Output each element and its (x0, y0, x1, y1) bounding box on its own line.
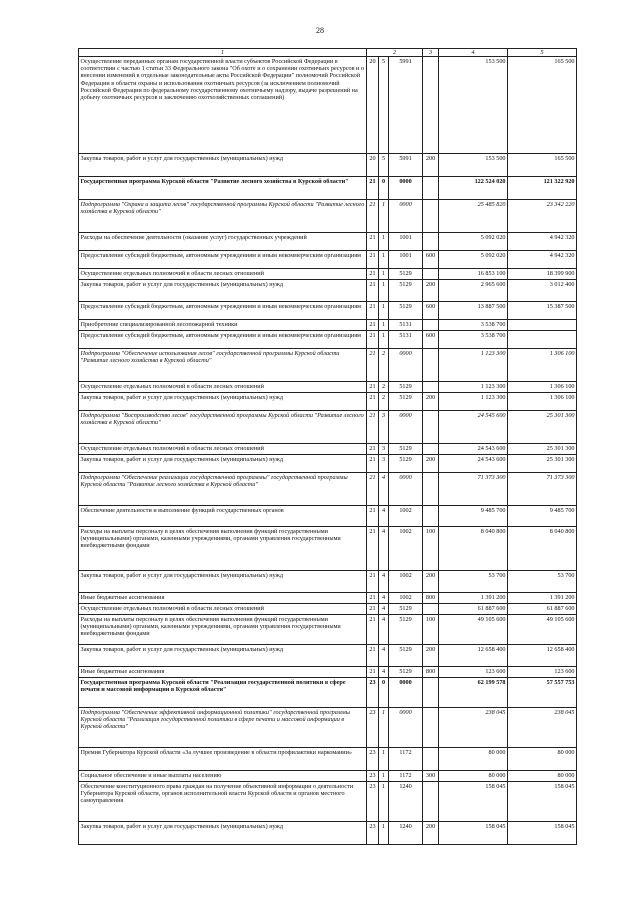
amount-year2: 1 391 200 (508, 593, 577, 604)
subprogram-code: 4 (379, 527, 389, 571)
subprogram-code: 1 (379, 280, 389, 302)
direction-code: 0000 (389, 349, 423, 382)
amount-year1: 80 000 (439, 748, 508, 771)
program-code: 21 (367, 349, 379, 382)
table-row (79, 771, 577, 782)
program-code: 23 (367, 782, 379, 822)
expense-type: 600 (423, 251, 439, 269)
direction-code: 5129 (389, 667, 423, 678)
row-name: Закупка товаров, работ и услуг для государственных (муниципальных) нужд (79, 280, 367, 302)
row-name: Осуществление отдельных полномочий в области лесных отношений (79, 269, 367, 280)
expense-type: 100 (423, 527, 439, 571)
subprogram-code: 4 (379, 473, 389, 506)
row-name: Подпрограмма "Обеспечение эффективной информационной политики" государственной программы Курской области "Реализация государственной политики в сфере печати и массовой информации в Курской области" (79, 708, 367, 748)
direction-code: 5129 (389, 280, 423, 302)
table-row (79, 154, 577, 177)
expense-type: 200 (423, 455, 439, 473)
amount-year2: 15 387 500 (508, 302, 577, 320)
direction-code: 1002 (389, 527, 423, 571)
amount-year2: 71 373 300 (508, 473, 577, 506)
direction-code: 5129 (389, 393, 423, 411)
amount-year1: 24 545 600 (439, 411, 508, 444)
program-code: 21 (367, 331, 379, 349)
table-row (79, 527, 577, 571)
table-row (79, 57, 577, 154)
page-number: 28 (316, 26, 324, 35)
row-name: Подпрограмма "Обеспечение реализации государственной программы" государственной программы Курской области "Развитие лесного хозяйства в Курской области" (79, 473, 367, 506)
direction-code: 1002 (389, 506, 423, 527)
row-name: Осуществление переданных органам государственной власти субъектов Российской Федерации в соответствии с частью 1 статьи 33 Федерального закона "Об охоте и о сохранении охотничьих ресурсов и о внесении изменений в отдельные законодательные акты Российской Федерации" полномочий Российской Федерации в области охраны и использования охотничьих ресурсов (за исключением полномочий Российской Федерации по федеральному государственному охотничьему надзору, выдаче разрешений на добычу охотничьих ресурсов и заключению охотхозяйственных соглашений) (79, 57, 367, 154)
amount-year1: 153 500 (439, 154, 508, 177)
program-code: 21 (367, 571, 379, 593)
subprogram-code: 1 (379, 233, 389, 251)
amount-year2: 18 399 900 (508, 269, 577, 280)
table-row (79, 233, 577, 251)
table-row (79, 782, 577, 822)
row-name: Закупка товаров, работ и услуг для государственных (муниципальных) нужд (79, 154, 367, 177)
expense-type: 200 (423, 571, 439, 593)
row-name: Предоставление субсидий бюджетным, автономным учреждениям и иным некоммерческим организациям (79, 251, 367, 269)
table-row (79, 571, 577, 593)
direction-code: 5129 (389, 269, 423, 280)
expense-type (423, 269, 439, 280)
amount-year1: 61 887 600 (439, 604, 508, 615)
subprogram-row (79, 708, 577, 748)
amount-year1: 2 965 600 (439, 280, 508, 302)
direction-code: 5129 (389, 455, 423, 473)
amount-year2: 49 105 600 (508, 615, 577, 645)
subprogram-row (79, 349, 577, 382)
direction-code: 1002 (389, 571, 423, 593)
program-code: 21 (367, 233, 379, 251)
subprogram-code: 4 (379, 604, 389, 615)
subprogram-code: 1 (379, 320, 389, 331)
subprogram-code: 1 (379, 269, 389, 280)
amount-year2: 12 658 400 (508, 645, 577, 667)
direction-code: 0000 (389, 200, 423, 233)
direction-code: 5129 (389, 444, 423, 455)
expense-type: 200 (423, 280, 439, 302)
row-name: Закупка товаров, работ и услуг для государственных (муниципальных) нужд (79, 455, 367, 473)
program-code: 21 (367, 593, 379, 604)
subprogram-row (79, 411, 577, 444)
row-name: Предоставление субсидий бюджетным, автономным учреждениям и иным некоммерческим организациям (79, 331, 367, 349)
program-code: 20 (367, 154, 379, 177)
amount-year2: 57 557 753 (508, 678, 577, 708)
table-row (79, 593, 577, 604)
program-code: 21 (367, 444, 379, 455)
row-name: Обеспечение деятельности и выполнение функций государственных органов (79, 506, 367, 527)
row-name: Осуществление отдельных полномочий в области лесных отношений (79, 444, 367, 455)
row-name: Предоставление субсидий бюджетным, автономным учреждениям и иным некоммерческим организациям (79, 302, 367, 320)
table-row (79, 393, 577, 411)
subprogram-code: 4 (379, 645, 389, 667)
subprogram-code: 1 (379, 708, 389, 748)
table-row (79, 615, 577, 645)
program-code: 23 (367, 708, 379, 748)
column-numbers-row (79, 49, 577, 57)
row-name: Иные бюджетные ассигнования (79, 667, 367, 678)
amount-year2 (508, 320, 577, 331)
subprogram-code: 1 (379, 782, 389, 822)
expense-type (423, 349, 439, 382)
expense-type (423, 320, 439, 331)
expense-type: 800 (423, 593, 439, 604)
row-name: Расходы на обеспечение деятельности (оказание услуг) государственных учреждений (79, 233, 367, 251)
amount-year1: 16 853 100 (439, 269, 508, 280)
subprogram-code: 4 (379, 667, 389, 678)
direction-code: 0000 (389, 177, 423, 200)
amount-year1: 122 524 020 (439, 177, 508, 200)
table-row (79, 302, 577, 320)
subprogram-code: 1 (379, 302, 389, 320)
amount-year2: 9 485 700 (508, 506, 577, 527)
row-name: Осуществление отдельных полномочий в области лесных отношений (79, 382, 367, 393)
subprogram-row (79, 200, 577, 233)
direction-code: 0000 (389, 678, 423, 708)
subprogram-code: 0 (379, 678, 389, 708)
expense-type (423, 678, 439, 708)
expense-type: 200 (423, 645, 439, 667)
table-row (79, 444, 577, 455)
subprogram-code: 4 (379, 506, 389, 527)
amount-year1: 123 600 (439, 667, 508, 678)
expense-type (423, 382, 439, 393)
amount-year2: 25 301 300 (508, 455, 577, 473)
amount-year1: 24 543 600 (439, 455, 508, 473)
program-code: 21 (367, 473, 379, 506)
program-code: 21 (367, 527, 379, 571)
table-row (79, 269, 577, 280)
table-row (79, 455, 577, 473)
expense-type: 200 (423, 822, 439, 845)
direction-code: 0000 (389, 411, 423, 444)
expense-type (423, 57, 439, 154)
amount-year2: 25 301 300 (508, 411, 577, 444)
program-row (79, 177, 577, 200)
amount-year2: 4 942 320 (508, 233, 577, 251)
expense-type: 100 (423, 615, 439, 645)
table-row (79, 320, 577, 331)
row-name: Социальное обеспечение и иные выплаты населению (79, 771, 367, 782)
program-code: 21 (367, 506, 379, 527)
direction-code: 0000 (389, 473, 423, 506)
amount-year2: 80 000 (508, 748, 577, 771)
direction-code: 0000 (389, 708, 423, 748)
amount-year2: 80 000 (508, 771, 577, 782)
direction-code: 5131 (389, 331, 423, 349)
amount-year1: 1 123 300 (439, 393, 508, 411)
amount-year2: 1 306 100 (508, 349, 577, 382)
subprogram-code: 4 (379, 571, 389, 593)
row-name: Расходы на выплаты персоналу в целях обеспечения выполнения функций государственными (муниципальными) органами, казенными учреждениями, органами управления государственными внебюджетными фондами (79, 527, 367, 571)
row-name: Подпрограмма "Воспроизводство лесов" государственной программы Курской области "Развитие лесного хозяйства в Курской области" (79, 411, 367, 444)
row-name: Приобретение специализированной лесопожарной техники (79, 320, 367, 331)
amount-year1: 1 123 300 (439, 349, 508, 382)
amount-year2: 158 045 (508, 822, 577, 845)
subprogram-code: 1 (379, 331, 389, 349)
program-code: 23 (367, 771, 379, 782)
direction-code: 5991 (389, 154, 423, 177)
column-number-name: 1 (79, 49, 367, 57)
amount-year1: 25 485 820 (439, 200, 508, 233)
amount-year2: 165 500 (508, 57, 577, 154)
expense-type (423, 200, 439, 233)
subprogram-code: 5 (379, 154, 389, 177)
program-code: 21 (367, 667, 379, 678)
amount-year1: 5 092 020 (439, 233, 508, 251)
subprogram-code: 4 (379, 593, 389, 604)
amount-year1: 53 700 (439, 571, 508, 593)
amount-year1: 8 040 800 (439, 527, 508, 571)
direction-code: 5129 (389, 382, 423, 393)
amount-year1: 9 485 700 (439, 506, 508, 527)
subprogram-code: 2 (379, 393, 389, 411)
table-row (79, 604, 577, 615)
program-code: 21 (367, 320, 379, 331)
amount-year2: 53 700 (508, 571, 577, 593)
amount-year1: 1 123 300 (439, 382, 508, 393)
column-number-year1: 4 (439, 49, 508, 57)
subprogram-code: 1 (379, 822, 389, 845)
expense-type: 600 (423, 331, 439, 349)
amount-year1: 13 887 500 (439, 302, 508, 320)
subprogram-row (79, 473, 577, 506)
expense-type (423, 708, 439, 748)
table-row (79, 667, 577, 678)
row-name: Закупка товаров, работ и услуг для государственных (муниципальных) нужд (79, 393, 367, 411)
row-name: Подпрограмма "Охрана и защита лесов" государственной программы Курской области "Развитие лесного хозяйства в Курской области" (79, 200, 367, 233)
amount-year2: 61 887 600 (508, 604, 577, 615)
amount-year1: 3 538 700 (439, 320, 508, 331)
row-name: Обеспечение конституционного права граждан на получение объективной информации о деятельности Губернатора Курской области, органов исполнительной власти Курской области и органов местного самоуправления (79, 782, 367, 822)
program-code: 21 (367, 269, 379, 280)
amount-year1: 153 500 (439, 57, 508, 154)
table-row (79, 280, 577, 302)
table-row (79, 331, 577, 349)
subprogram-code: 2 (379, 382, 389, 393)
row-name: Расходы на выплаты персоналу в целях обеспечения выполнения функций государственными (муниципальными) органами, казенными учреждениями, органами управления государственными внебюджетными фондами (79, 615, 367, 645)
amount-year1: 49 105 600 (439, 615, 508, 645)
subprogram-code: 1 (379, 251, 389, 269)
amount-year2: 25 301 300 (508, 444, 577, 455)
subprogram-code: 4 (379, 615, 389, 645)
direction-code: 5129 (389, 604, 423, 615)
subprogram-code: 3 (379, 444, 389, 455)
program-code: 21 (367, 382, 379, 393)
subprogram-code: 1 (379, 200, 389, 233)
amount-year1: 158 045 (439, 822, 508, 845)
direction-code: 5131 (389, 320, 423, 331)
column-number-code: 2 (367, 49, 423, 57)
column-number-expense-type: 3 (423, 49, 439, 57)
direction-code: 1172 (389, 748, 423, 771)
row-name: Осуществление отдельных полномочий в области лесных отношений (79, 604, 367, 615)
row-name: Подпрограмма "Обеспечение использования лесов" государственной программы Курской области "Развитие лесного хозяйства в Курской области" (79, 349, 367, 382)
row-name: Закупка товаров, работ и услуг для государственных (муниципальных) нужд (79, 571, 367, 593)
amount-year2: 165 500 (508, 154, 577, 177)
program-code: 21 (367, 280, 379, 302)
program-code: 21 (367, 177, 379, 200)
amount-year2: 123 600 (508, 667, 577, 678)
amount-year1: 80 000 (439, 771, 508, 782)
amount-year2: 1 306 100 (508, 382, 577, 393)
direction-code: 5129 (389, 615, 423, 645)
row-name: Премия Губернатора Курской области «За лучшее произведение в области профилактики наркомании» (79, 748, 367, 771)
expense-type (423, 506, 439, 527)
table-row (79, 822, 577, 845)
expense-type: 200 (423, 154, 439, 177)
direction-code: 5129 (389, 302, 423, 320)
table-row (79, 645, 577, 667)
direction-code: 1172 (389, 771, 423, 782)
row-name: Государственная программа Курской области "Развитие лесного хозяйства в Курской области" (79, 177, 367, 200)
amount-year2: 158 045 (508, 782, 577, 822)
table-row (79, 748, 577, 771)
amount-year2: 23 342 220 (508, 200, 577, 233)
direction-code: 5129 (389, 645, 423, 667)
program-code: 21 (367, 200, 379, 233)
subprogram-code: 1 (379, 748, 389, 771)
program-code: 21 (367, 251, 379, 269)
subprogram-code: 3 (379, 411, 389, 444)
table-row (79, 251, 577, 269)
program-code: 21 (367, 393, 379, 411)
amount-year1: 3 538 700 (439, 331, 508, 349)
expense-type (423, 782, 439, 822)
expense-type (423, 473, 439, 506)
amount-year1: 62 199 578 (439, 678, 508, 708)
direction-code: 5991 (389, 57, 423, 154)
amount-year1: 71 373 300 (439, 473, 508, 506)
expense-type (423, 177, 439, 200)
amount-year2: 3 012 400 (508, 280, 577, 302)
table-row (79, 506, 577, 527)
expense-type (423, 444, 439, 455)
direction-code: 1001 (389, 251, 423, 269)
subprogram-code: 2 (379, 349, 389, 382)
amount-year1: 12 658 400 (439, 645, 508, 667)
amount-year2: 238 045 (508, 708, 577, 748)
program-row (79, 678, 577, 708)
amount-year1: 238 045 (439, 708, 508, 748)
row-name: Государственная программа Курской области "Реализация государственной политики в сфере печати и массовой информации в Курской области" (79, 678, 367, 708)
expense-type (423, 411, 439, 444)
expense-type: 600 (423, 302, 439, 320)
amount-year2: 8 040 800 (508, 527, 577, 571)
amount-year1: 1 391 200 (439, 593, 508, 604)
column-number-year2: 5 (508, 49, 577, 57)
expense-type: 800 (423, 667, 439, 678)
expense-type (423, 748, 439, 771)
program-code: 21 (367, 645, 379, 667)
program-code: 21 (367, 615, 379, 645)
expense-type: 200 (423, 393, 439, 411)
direction-code: 1240 (389, 822, 423, 845)
program-code: 23 (367, 822, 379, 845)
subprogram-code: 3 (379, 455, 389, 473)
program-code: 20 (367, 57, 379, 154)
direction-code: 1001 (389, 233, 423, 251)
subprogram-code: 1 (379, 771, 389, 782)
row-name: Закупка товаров, работ и услуг для государственных (муниципальных) нужд (79, 645, 367, 667)
row-name: Иные бюджетные ассигнования (79, 593, 367, 604)
amount-year2: 1 306 100 (508, 393, 577, 411)
direction-code: 1240 (389, 782, 423, 822)
direction-code: 1002 (389, 593, 423, 604)
amount-year1: 158 045 (439, 782, 508, 822)
subprogram-code: 5 (379, 57, 389, 154)
amount-year2: 4 942 320 (508, 251, 577, 269)
program-code: 23 (367, 678, 379, 708)
expense-type (423, 604, 439, 615)
budget-table (78, 48, 577, 845)
program-code: 21 (367, 604, 379, 615)
expense-type: 300 (423, 771, 439, 782)
amount-year2 (508, 331, 577, 349)
amount-year2: 121 322 920 (508, 177, 577, 200)
program-code: 21 (367, 411, 379, 444)
program-code: 21 (367, 302, 379, 320)
program-code: 23 (367, 748, 379, 771)
table-row (79, 382, 577, 393)
amount-year1: 24 543 600 (439, 444, 508, 455)
row-name: Закупка товаров, работ и услуг для государственных (муниципальных) нужд (79, 822, 367, 845)
subprogram-code: 0 (379, 177, 389, 200)
expense-type (423, 233, 439, 251)
amount-year1: 5 092 020 (439, 251, 508, 269)
program-code: 21 (367, 455, 379, 473)
